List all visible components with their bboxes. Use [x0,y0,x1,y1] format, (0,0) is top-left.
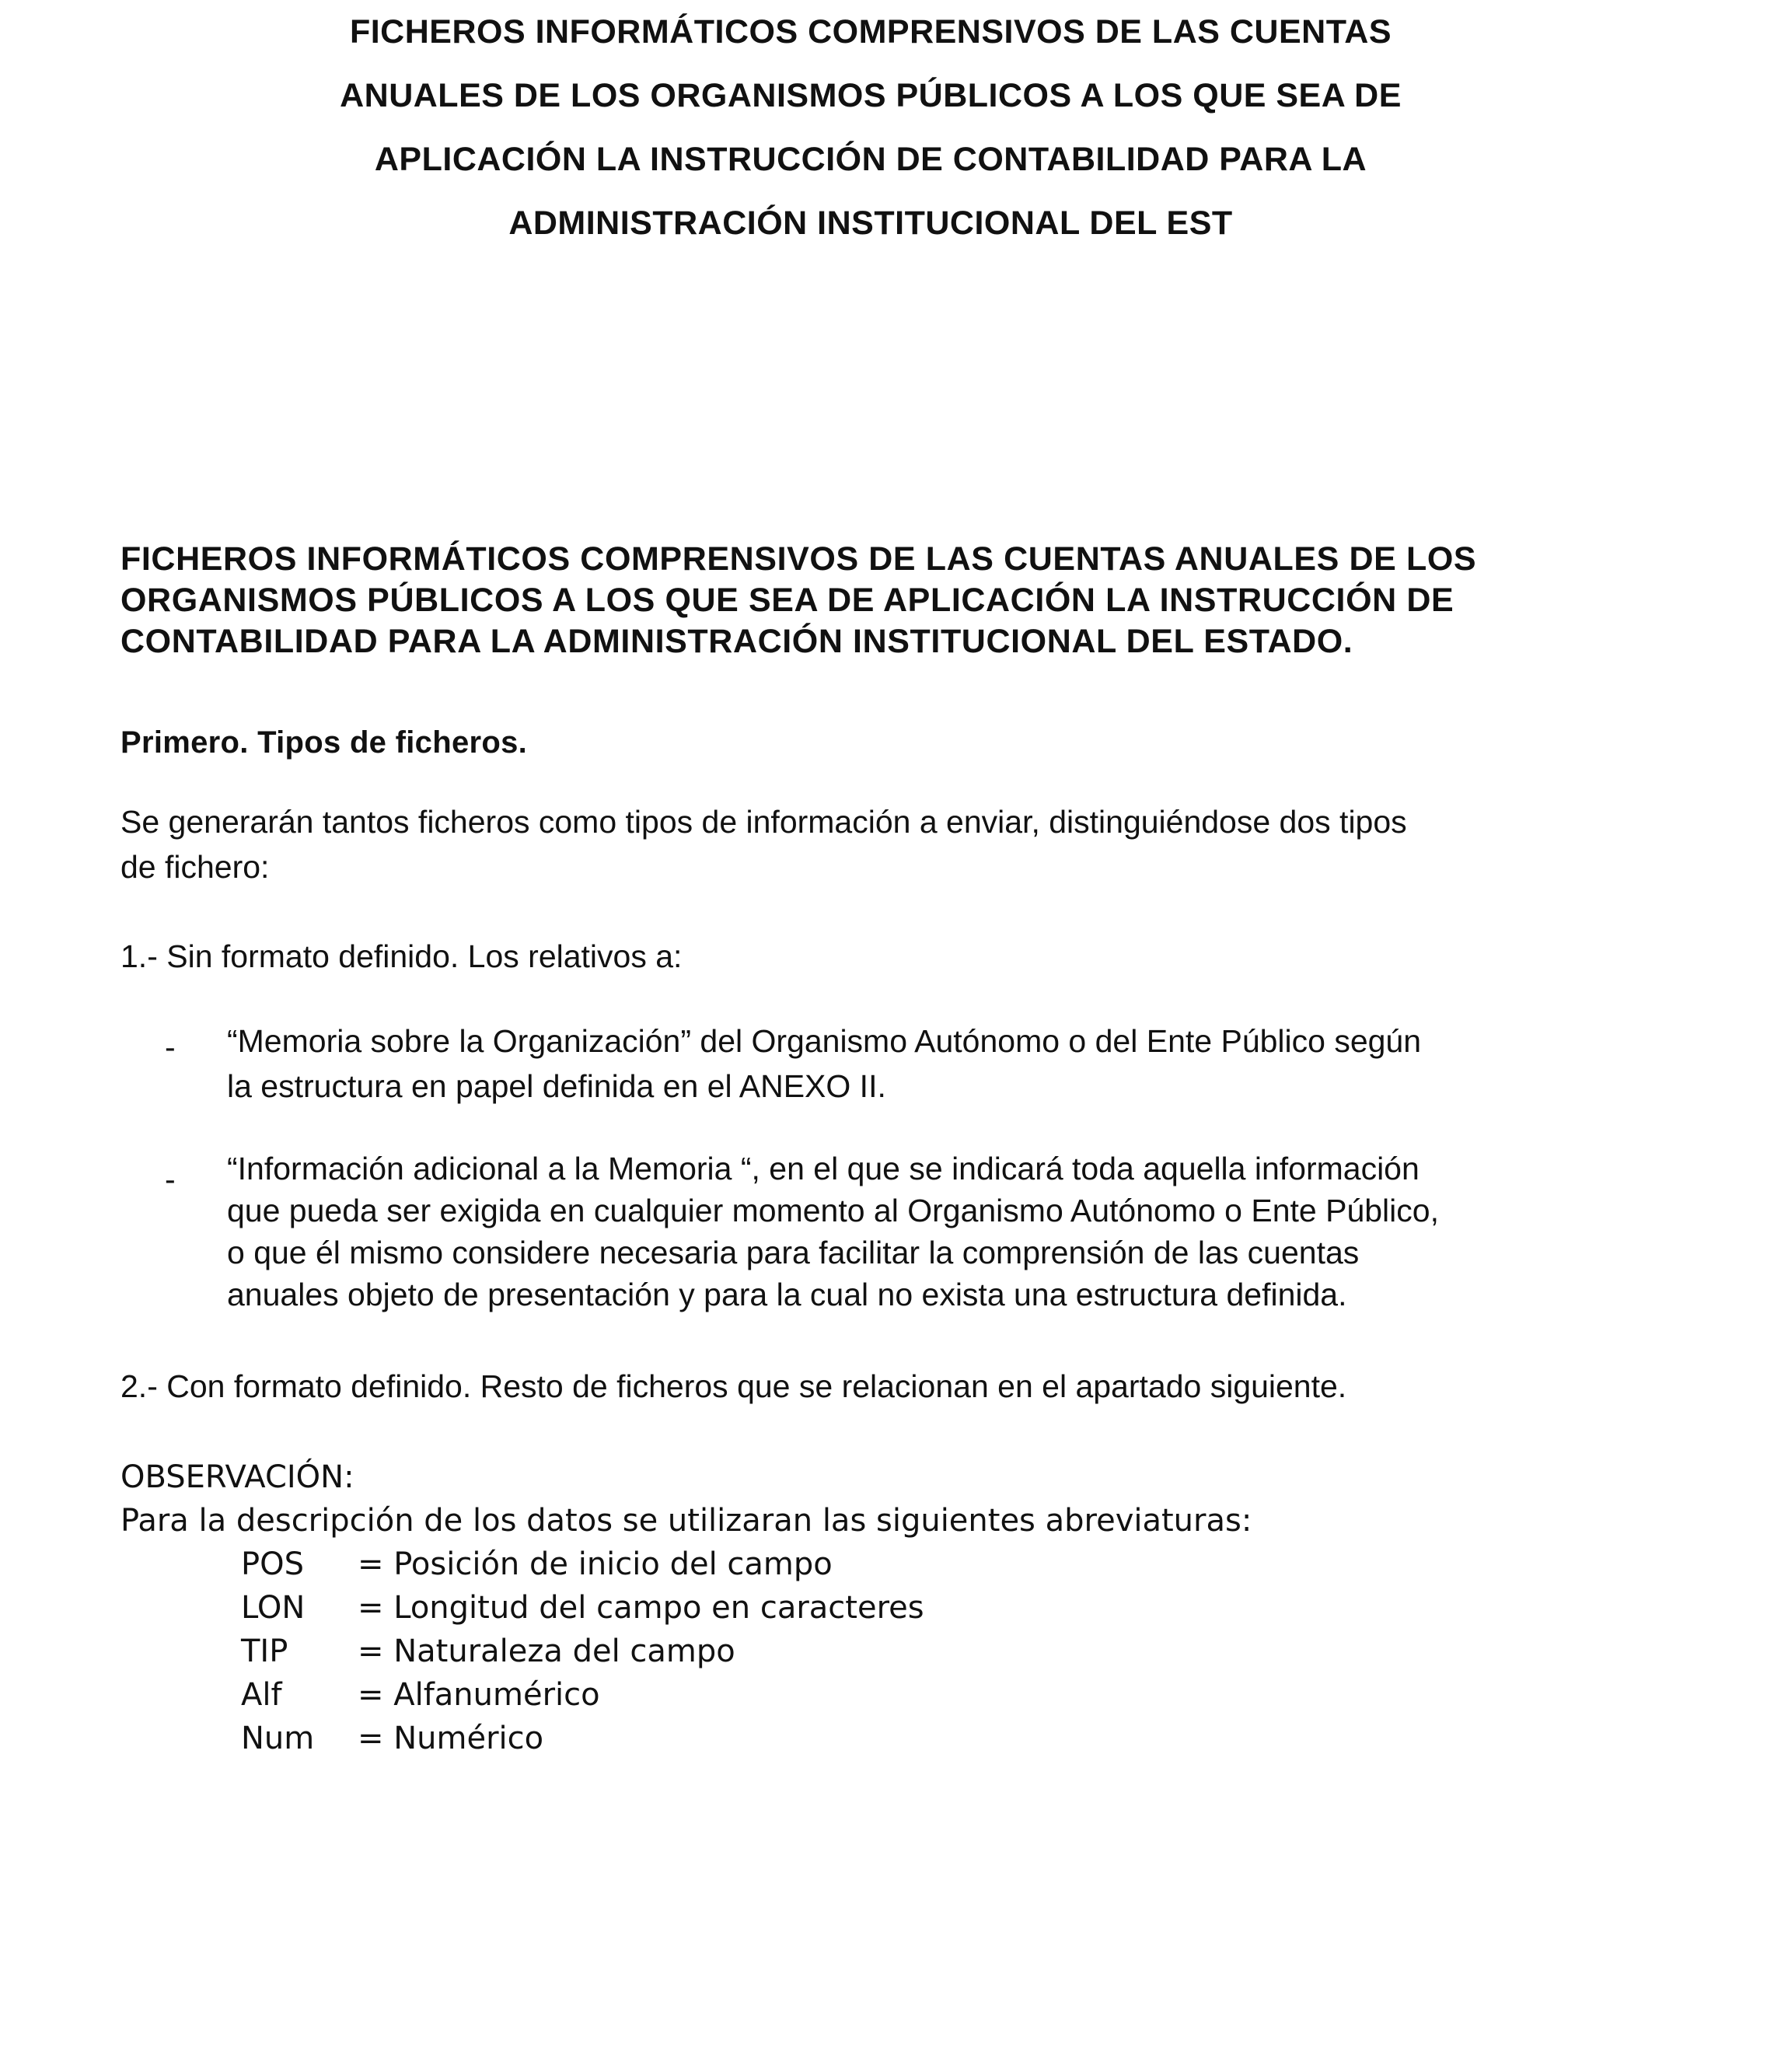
heading-line: FICHEROS INFORMÁTICOS COMPRENSIVOS DE LAS CUENTAS ANUALES DE LOS [120,540,1477,578]
abbreviation-row [241,1673,600,1717]
abbreviation-key: TIP [241,1633,288,1669]
observacion-text: Para la descripción de los datos se utilizaran las siguientes abreviaturas: [120,1503,1252,1539]
abbreviation-row [241,1717,543,1760]
heading-line: CONTABILIDAD PARA LA ADMINISTRACIÓN INSTITUCIONAL DEL ESTADO. [120,623,1353,660]
abbreviation-key: Alf [241,1677,282,1713]
abbreviation-value: = Posición de inicio del campo [358,1546,833,1582]
bullet-2-line: “Información adicional a la Memoria “, en el que se indicará toda aquella información [227,1151,1420,1186]
bullet-1-line: “Memoria sobre la Organización” del Organismo Autónomo o del Ente Público según [227,1023,1422,1059]
abbreviation-key: Num [241,1721,315,1756]
bullet-1-line: la estructura en papel definida en el ANEXO II. [227,1068,886,1104]
item-2: 2.- Con formato definido. Resto de ficheros que se relacionan en el apartado siguiente. [120,1368,1347,1404]
abbreviation-value: = Naturaleza del campo [358,1633,735,1669]
section-title: Primero. Tipos de ficheros. [120,725,528,760]
top-title-line: APLICACIÓN LA INSTRUCCIÓN DE CONTABILIDAD PARA LA [374,141,1367,178]
abbreviation-row [241,1630,735,1673]
document-heading [120,539,1636,662]
abbreviation-value: = Alfanumérico [358,1677,600,1713]
abbreviation-value: = Numérico [358,1721,544,1756]
top-title-line: ADMINISTRACIÓN INSTITUCIONAL DEL EST [508,204,1233,242]
bullet-2-line: que pueda ser exigida en cualquier momento al Organismo Autónomo o Ente Público, [227,1193,1439,1228]
intro-line: Se generarán tantos ficheros como tipos de información a enviar, distinguiéndose dos tipos [120,804,1407,840]
top-title-line: FICHEROS INFORMÁTICOS COMPRENSIVOS DE LAS CUENTAS [349,13,1392,51]
bullet-2-line: anuales objeto de presentación y para la cual no exista una estructura definida. [227,1277,1347,1312]
abbreviation-row [241,1586,924,1630]
item-1: 1.- Sin formato definido. Los relativos a: [120,938,683,974]
abbreviation-key: LON [241,1590,306,1626]
bullet-dash: - [165,1162,176,1197]
abbreviation-value: = Longitud del campo en caracteres [358,1590,924,1626]
abbreviation-key: POS [241,1546,304,1582]
top-title-line: ANUALES DE LOS ORGANISMOS PÚBLICOS A LOS QUE SEA DE [340,77,1402,114]
bullet-dash: - [165,1029,176,1065]
top-title [233,0,1508,255]
intro-line: de fichero: [120,849,270,885]
observacion-label: OBSERVACIÓN: [120,1459,354,1495]
heading-line: ORGANISMOS PÚBLICOS A LOS QUE SEA DE APLICACIÓN LA INSTRUCCIÓN DE [120,582,1454,619]
bullet-2-line: o que él mismo considere necesaria para facilitar la comprensión de las cuentas [227,1235,1360,1270]
abbreviation-row [241,1543,833,1586]
